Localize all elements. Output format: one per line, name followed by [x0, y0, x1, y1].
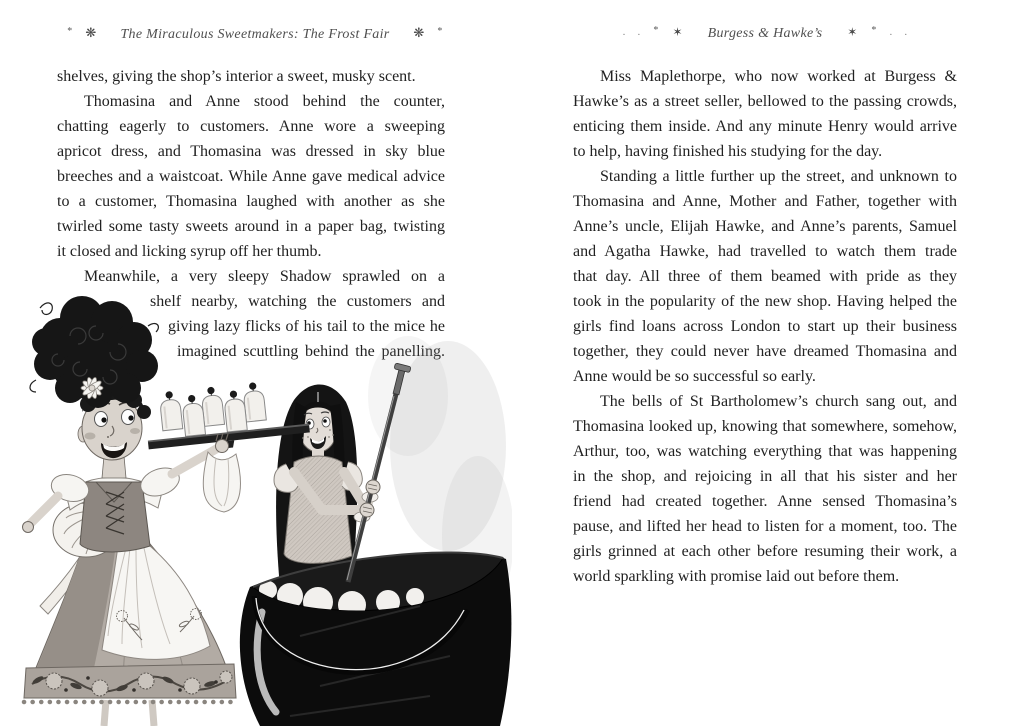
cauldron: [240, 553, 512, 726]
text-line: giving lazy flicks of his tail to the mice he: [168, 318, 445, 335]
text-line: twirled some tasty sweets around in a paper bag, twisting: [57, 218, 445, 235]
asterisk-ornament: *: [67, 26, 73, 37]
text-line: Anne would be so successful so early.: [573, 368, 816, 385]
text-line: chatting eagerly to customers. Anne wore a sweeping: [57, 118, 445, 135]
book-title-running-head: The Miraculous Sweetmakers: The Frost Fair: [120, 27, 390, 42]
snowflake-star-icon: ❋: [85, 25, 97, 40]
text-line: Miss Maplethorpe, who now worked at Burgess &: [600, 68, 957, 85]
text-line: Thomasina looked up, knowing that somewhere, somehow,: [573, 418, 957, 435]
text-line: to help, having finished his studying for the day.: [573, 143, 883, 160]
dot-ornament: .: [637, 26, 641, 38]
text-line: shelf nearby, watching the customers and: [150, 293, 445, 310]
text-line: shelves, giving the shop’s interior a sweet, musky scent.: [57, 68, 416, 85]
embroidered-hem: [24, 664, 238, 702]
right-page-text: [573, 64, 957, 589]
text-line: Standing a little further up the street, and unknown to: [600, 168, 957, 185]
six-point-star-icon: ✶: [847, 25, 858, 39]
text-line: breeches and a waistcoat. While Anne gave medical advice: [57, 168, 445, 185]
sweet-shop-illustration: [0, 296, 512, 726]
text-line: enticing them inside. And any minute Henry would arrive: [573, 118, 957, 135]
six-point-star-icon: ✶: [672, 25, 683, 39]
left-running-head: [0, 25, 510, 43]
text-line: Hawke’s as a street seller, bellowed to the passing crowds,: [573, 93, 957, 110]
text-line: Meanwhile, a very sleepy Shadow sprawled on a: [84, 268, 445, 285]
dot-ornament: .: [622, 26, 626, 38]
chapter-title-running-head: Burgess & Hawke’s: [707, 26, 823, 41]
snowflake-star-icon: ❋: [413, 25, 425, 40]
text-line: pause, and lifted her head to listen for a moment, too. The: [573, 518, 957, 535]
text-line: The bells of St Bartholomew’s church sang out, and: [600, 393, 957, 410]
text-line: to a customer, Thomasina laughed with another as she: [57, 193, 445, 210]
asterisk-ornament: *: [653, 25, 659, 36]
text-line: together, they could never have dreamed Thomasina and: [573, 343, 957, 360]
text-line: Arthur, too, was watching everything that was happening: [573, 443, 957, 460]
dot-ornament: .: [904, 26, 908, 38]
text-line: friend had created together. Anne sensed Thomasina’s: [573, 493, 957, 510]
right-running-head: [510, 25, 1020, 42]
text-line: imagined scuttling behind the panelling.: [177, 343, 445, 360]
text-line: Thomasina and Anne stood behind the counter,: [84, 93, 445, 110]
text-line: Thomasina and Anne, Mother and Father, together with: [573, 193, 957, 210]
dot-ornament: .: [889, 26, 893, 38]
text-line: girls find loans across London to start up their business: [573, 318, 957, 335]
text-line: girls grinned at each other before resuming their work, a: [573, 543, 957, 560]
text-line: that day. All three of them beamed with pride as they: [573, 268, 957, 285]
asterisk-ornament: *: [871, 25, 877, 36]
text-line: apricot dress, and Thomasina was dressed in sky blue: [57, 143, 445, 160]
text-line: in the shop, and rejoicing in all that his sister and her: [573, 468, 957, 485]
illustration-svg: [0, 296, 512, 726]
text-line: took in the popularity of the new shop. Having helped the: [573, 293, 957, 310]
apron: [102, 546, 210, 659]
text-line: it closed and licking syrup off her thumb.: [57, 243, 322, 260]
text-line: Anne’s uncle, Elijah Hawke, and Anne’s parents, Samuel: [573, 218, 957, 235]
text-line: and Agatha Hawke, had travelled to watch them trade: [573, 243, 957, 260]
text-line: world sparkling with promise laid out before them.: [573, 568, 900, 585]
asterisk-ornament: *: [437, 26, 443, 37]
